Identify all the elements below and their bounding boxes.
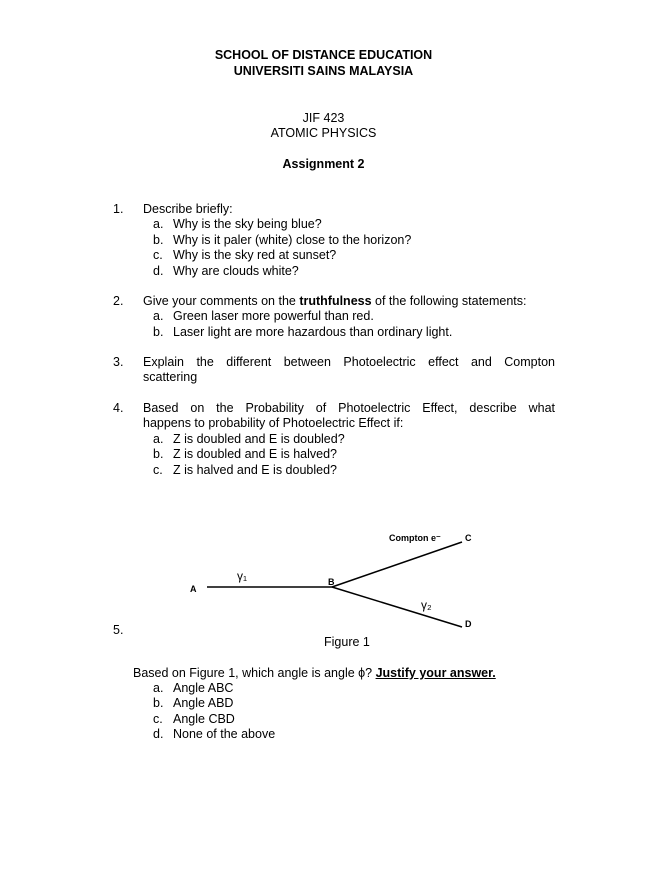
option-text: None of the above	[173, 727, 276, 742]
university-name: UNIVERSITI SAINS MALAYSIA	[233, 64, 414, 78]
option-text: Why is the sky red at sunset?	[173, 248, 337, 263]
question-number: 2.	[113, 294, 124, 308]
option-text: Why is the sky being blue?	[173, 217, 322, 232]
option-item	[133, 681, 275, 696]
option-item	[133, 712, 275, 727]
question-number: 3.	[113, 355, 124, 369]
compton-electron-label: Compton e⁻	[389, 533, 441, 543]
option-letter: c.	[153, 711, 163, 726]
compton-electron-line	[332, 542, 462, 587]
emphasis-text: truthfulness	[299, 294, 372, 308]
photon-scattered-line	[332, 587, 462, 627]
course-name: ATOMIC PHYSICS	[270, 126, 377, 140]
gamma1-label: γ₁	[237, 569, 248, 583]
option-text: Z is doubled and E is halved?	[173, 447, 337, 462]
option-text: Angle CBD	[173, 711, 235, 726]
question-text: Give your comments on the truthfulness of the following statements:	[143, 294, 527, 308]
course-code: JIF 423	[302, 111, 345, 125]
question-number: 4.	[113, 401, 124, 415]
option-text: Why is it paler (white) close to the horizon?	[173, 232, 412, 247]
option-text: Z is doubled and E is doubled?	[173, 431, 345, 446]
question-number: 5.	[113, 623, 124, 637]
option-letter: d.	[153, 727, 164, 742]
question-text-line: Based on the Probability of Photoelectric Effect, describe what	[143, 401, 555, 415]
option-letter: c.	[153, 248, 163, 263]
option-item	[133, 696, 275, 711]
point-a-label: A	[190, 584, 197, 594]
justify-emphasis: Justify your answer.	[375, 666, 496, 680]
question-text-line: happens to probability of Photoelectric Effect if:	[143, 416, 404, 431]
option-letter: b.	[153, 447, 164, 462]
option-letter: c.	[153, 462, 163, 477]
gamma2-label: γ₂	[421, 598, 432, 612]
point-b-label: B	[328, 577, 335, 587]
option-letter: b.	[153, 324, 164, 339]
option-letter: b.	[153, 696, 164, 711]
assignment-title: Assignment 2	[282, 157, 365, 171]
point-d-label: D	[465, 619, 472, 629]
option-letter: b.	[153, 232, 164, 247]
option-letter: a.	[153, 217, 164, 232]
option-text: Green laser more powerful than red.	[173, 309, 374, 324]
option-letter: a.	[153, 681, 164, 695]
option-letter: a.	[153, 309, 164, 324]
question-5-text: Based on Figure 1, which angle is angle ϕ? Justify your answer.	[133, 666, 496, 680]
option-letter: a.	[153, 431, 164, 446]
option-text: Why are clouds white?	[173, 263, 299, 278]
question-text-line: scattering	[143, 370, 198, 385]
question-text-line: Explain the different between Photoelectric effect and Compton	[143, 355, 555, 369]
option-text: Laser light are more hazardous than ordinary light.	[173, 324, 453, 339]
option-text: Angle ABC	[173, 681, 234, 695]
question-5-options	[133, 681, 275, 743]
option-item	[133, 727, 275, 742]
point-c-label: C	[465, 533, 472, 543]
school-name: SCHOOL OF DISTANCE EDUCATION	[214, 48, 433, 62]
option-text: Angle ABD	[173, 696, 234, 711]
question-text: Describe briefly:	[143, 202, 233, 216]
option-letter: d.	[153, 263, 164, 278]
question-number: 1.	[113, 202, 124, 216]
option-text: Z is halved and E is doubled?	[173, 462, 337, 477]
figure-caption: Figure 1	[324, 635, 370, 649]
